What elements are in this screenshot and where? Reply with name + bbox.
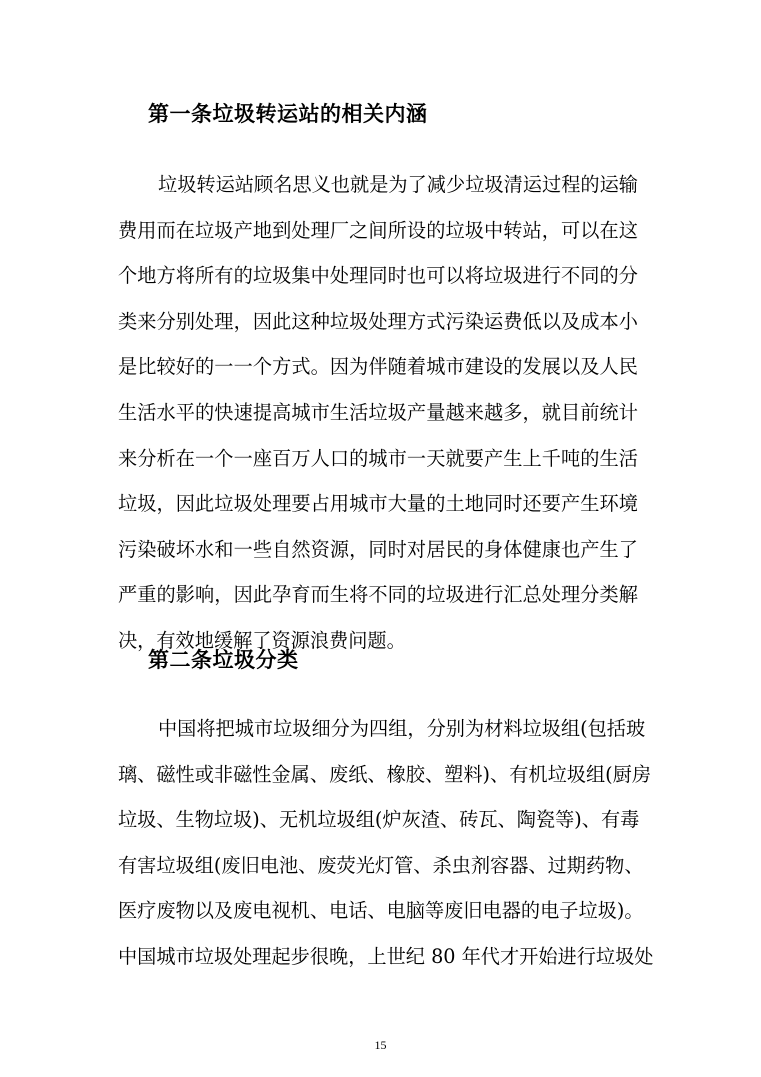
paragraph-line: 中国将把城市垃圾细分为四组，分别为材料垃圾组(包括玻	[158, 717, 646, 740]
paragraph-line: 是比较好的一一个方式。因为伴随着城市建设的发展以及人民	[118, 355, 638, 379]
paragraph-line: 垃圾转运站顾名思义也就是为了减少垃圾清运过程的运输	[158, 173, 638, 196]
paragraph-line: 璃、磁性或非磁性金属、废纸、橡胶、塑料)、有机垃圾组(厨房	[118, 762, 652, 786]
paragraph-line: 污染破坏水和一些自然资源，同时对居民的身体健康也产生了	[118, 537, 638, 561]
page-number: 15	[374, 1038, 387, 1052]
section-2-paragraph	[118, 706, 654, 980]
paragraph-line: 来分析在一个一座百万人口的城市一天就要产生上千吨的生活	[118, 446, 638, 470]
paragraph-line: 严重的影响，因此孕育而生将不同的垃圾进行汇总处理分类解	[118, 583, 638, 607]
paragraph-line: 决，有效地缓解了资源浪费问题。	[118, 628, 406, 652]
paragraph-line: 医疗废物以及废电视机、电话、电脑等废旧电器的电子垃圾)。	[118, 899, 644, 923]
section-2-heading: 第二条垃圾分类	[148, 648, 299, 672]
paragraph-line: 费用而在垃圾产地到处理厂之间所设的垃圾中转站，可以在这	[118, 218, 638, 242]
paragraph-line: 垃圾，因此垃圾处理要占用城市大量的土地同时还要产生环境	[118, 492, 638, 516]
paragraph-line: 类来分别处理，因此这种垃圾处理方式污染运费低以及成本小	[118, 309, 638, 333]
paragraph-line: 垃圾、生物垃圾)、无机垃圾组(炉灰渣、砖瓦、陶瓷等)、有毒	[118, 808, 640, 832]
section-1-paragraph	[118, 162, 638, 664]
paragraph-line: 中国城市垃圾处理起步很晚，上世纪 80 年代才开始进行垃圾处	[118, 944, 654, 968]
paragraph-line: 生活水平的快速提高城市生活垃圾产量越来越多，就目前统计	[118, 400, 638, 424]
paragraph-line: 个地方将所有的垃圾集中处理同时也可以将垃圾进行不同的分	[118, 264, 638, 288]
section-1-heading: 第一条垃圾转运站的相关内涵	[148, 102, 428, 126]
paragraph-line: 有害垃圾组(废旧电池、废荧光灯管、杀虫剂容器、过期药物、	[118, 853, 644, 877]
